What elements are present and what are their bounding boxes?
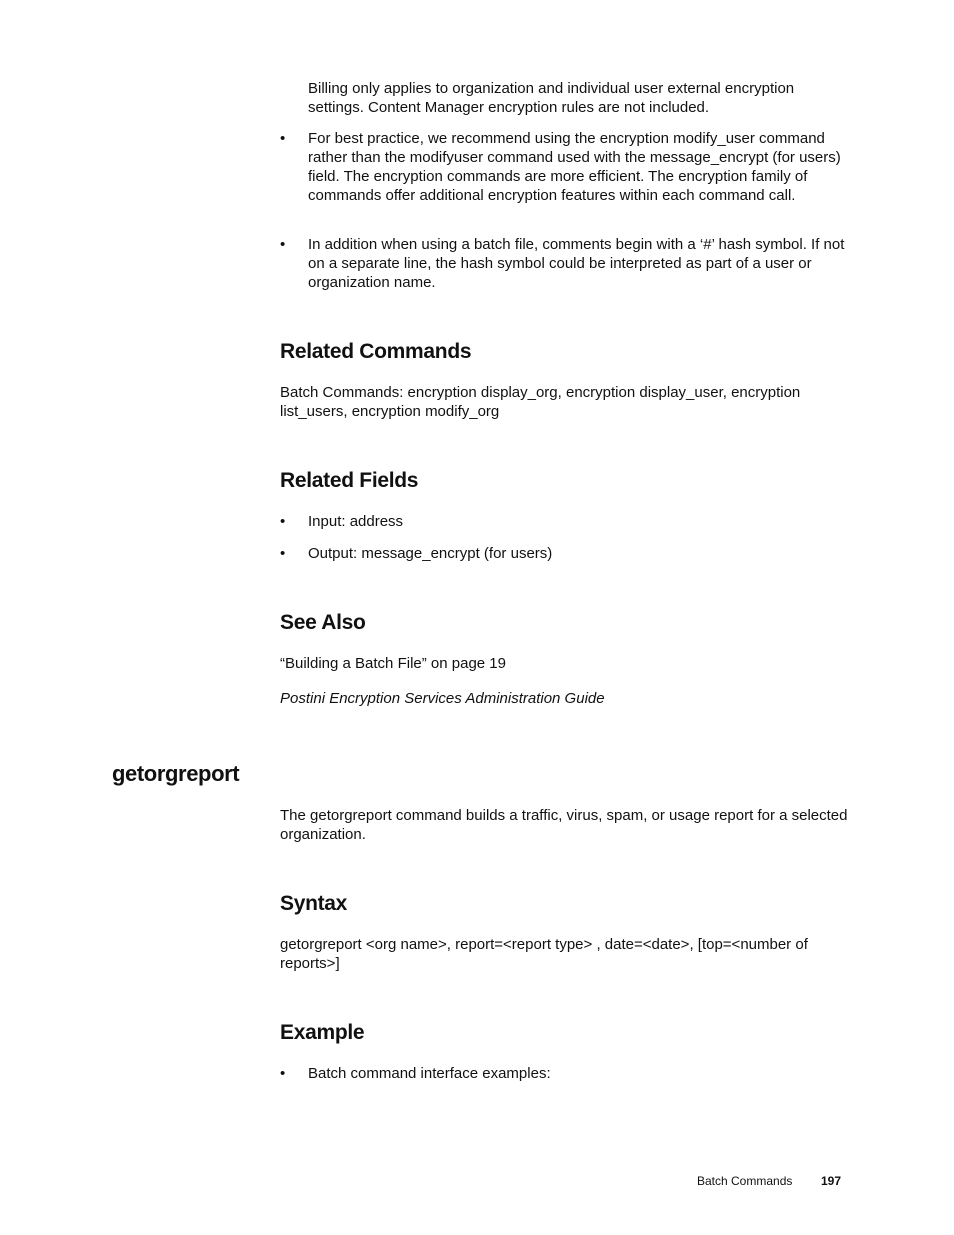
see-also-guide: Postini Encryption Services Administration Guide: [280, 690, 605, 707]
see-also-link[interactable]: “Building a Batch File” on page 19: [280, 655, 506, 672]
bullet-marker: •: [280, 545, 286, 562]
getorgreport-title: getorgreport: [112, 761, 240, 786]
related-fields-heading: Related Fields: [280, 469, 419, 492]
footer-section-label: Batch Commands: [697, 1174, 793, 1188]
bullet-marker: •: [280, 1065, 286, 1082]
related-commands-text: Batch Commands: encryption display_org, encryption display_user, encryption list_users, encryption modify_org: [280, 384, 801, 420]
syntax-heading: Syntax: [280, 892, 348, 915]
getorgreport-description: The getorgreport command builds a traffic, virus, spam, or usage report for a selected organization.: [280, 807, 848, 843]
continuation-paragraph: Billing only applies to organization and individual user external encryption settings. Content Manager encryption rules are not included.: [308, 80, 795, 116]
note-hash-comments: In addition when using a batch file, comments begin with a ‘#’ hash symbol. If not on a separate line, the hash symbol could be interpreted as part of a user or organization name.: [308, 236, 845, 291]
see-also-heading: See Also: [280, 611, 366, 634]
example-item: Batch command interface examples:: [308, 1065, 551, 1082]
related-field-input: Input: address: [308, 513, 404, 530]
footer-page-number: 197: [821, 1174, 842, 1188]
bullet-marker: •: [280, 236, 286, 253]
bullet-marker: •: [280, 130, 286, 147]
example-heading: Example: [280, 1021, 365, 1044]
syntax-text: getorgreport <org name>, report=<report type> , date=<date>, [top=<number of reports>]: [280, 936, 808, 972]
bullet-marker: •: [280, 513, 286, 530]
related-field-output: Output: message_encrypt (for users): [308, 545, 553, 562]
note-best-practice: For best practice, we recommend using the encryption modify_user command rather than the modifyuser command used with the message_encrypt (for users) field. The encryption commands are more efficient. The encryption family of commands offer additional encryption features within each command call.: [308, 130, 841, 204]
related-commands-heading: Related Commands: [280, 340, 472, 363]
